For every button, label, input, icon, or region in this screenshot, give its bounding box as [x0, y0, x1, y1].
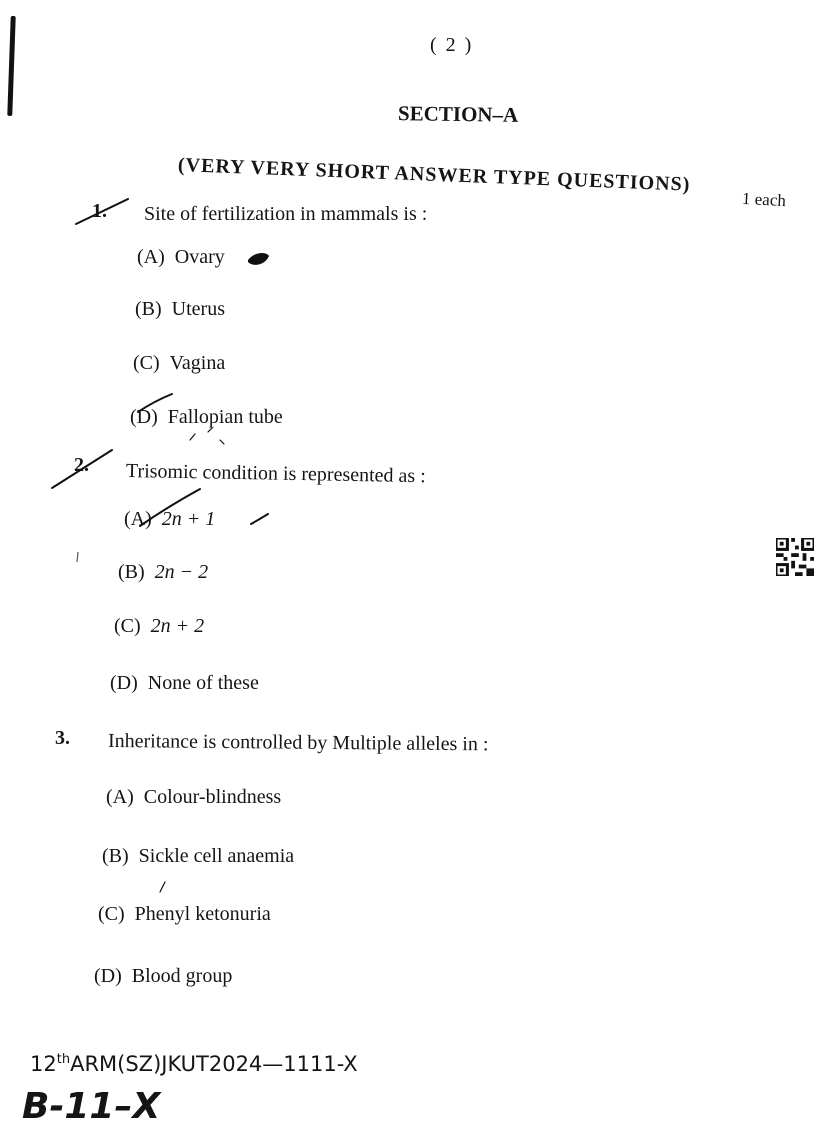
question-number: 2. [74, 454, 89, 476]
tick-mark-q2 [52, 450, 112, 488]
tick-mark-q1 [76, 199, 128, 224]
option-label: (C) [98, 903, 125, 925]
section-title: SECTION–A [397, 101, 519, 127]
option-label: (B) [102, 845, 129, 867]
section-subtitle: (VERY VERY SHORT ANSWER TYPE QUESTIONS) [177, 154, 691, 196]
question-number: 1. [92, 200, 107, 222]
pen-specks [190, 428, 224, 444]
option-text: Uterus [171, 298, 225, 320]
option-text: Phenyl ketonuria [134, 903, 271, 925]
pen-speck [160, 882, 165, 892]
option-label: (C) [133, 352, 160, 374]
marks-note: 1 each [741, 188, 787, 211]
option-text: 2n + 2 [150, 615, 205, 637]
option-label: (B) [135, 298, 162, 320]
answer-strike-q2 [140, 489, 200, 526]
option-label: (C) [114, 615, 141, 637]
question-text: Site of fertilization in mammals is : [144, 203, 428, 225]
option-label: (A) [137, 246, 165, 268]
option-text: Blood group [131, 965, 233, 987]
option-label: (A) [124, 508, 152, 530]
answer-strike-q1 [138, 394, 172, 412]
option-label: (D) [110, 672, 138, 694]
option-text: Colour-blindness [143, 786, 282, 808]
paper-code-rest: ARM(SZ)JKUT2024—1111-X [70, 1052, 358, 1076]
option-text: Sickle cell anaemia [138, 845, 295, 867]
question-text: Inheritance is controlled by Multiple alleles in : [107, 730, 489, 756]
option-label: (B) [118, 561, 145, 583]
answer-mark-blot [248, 253, 269, 265]
answer-tick-q2 [251, 514, 268, 524]
option-text: Vagina [169, 352, 226, 374]
option-label: (D) [130, 406, 158, 428]
option-text: Ovary [174, 246, 225, 268]
question-text: Trisomic condition is represented as : [125, 460, 426, 488]
option-text: 2n − 2 [154, 561, 209, 583]
option-text: Fallopian tube [167, 406, 283, 428]
paper-code-sup: th [56, 1052, 71, 1067]
option-label: (D) [94, 965, 122, 987]
option-label: (A) [106, 786, 134, 808]
paper-code-prefix: 12 [30, 1052, 57, 1076]
option-text: 2n + 1 [161, 508, 216, 530]
question-number: 3. [55, 727, 70, 749]
option-text: None of these [147, 672, 259, 694]
page-number: ( 2 ) [430, 34, 474, 56]
booklet-code: B-11–X [22, 1086, 161, 1127]
pen-dot [77, 552, 78, 562]
